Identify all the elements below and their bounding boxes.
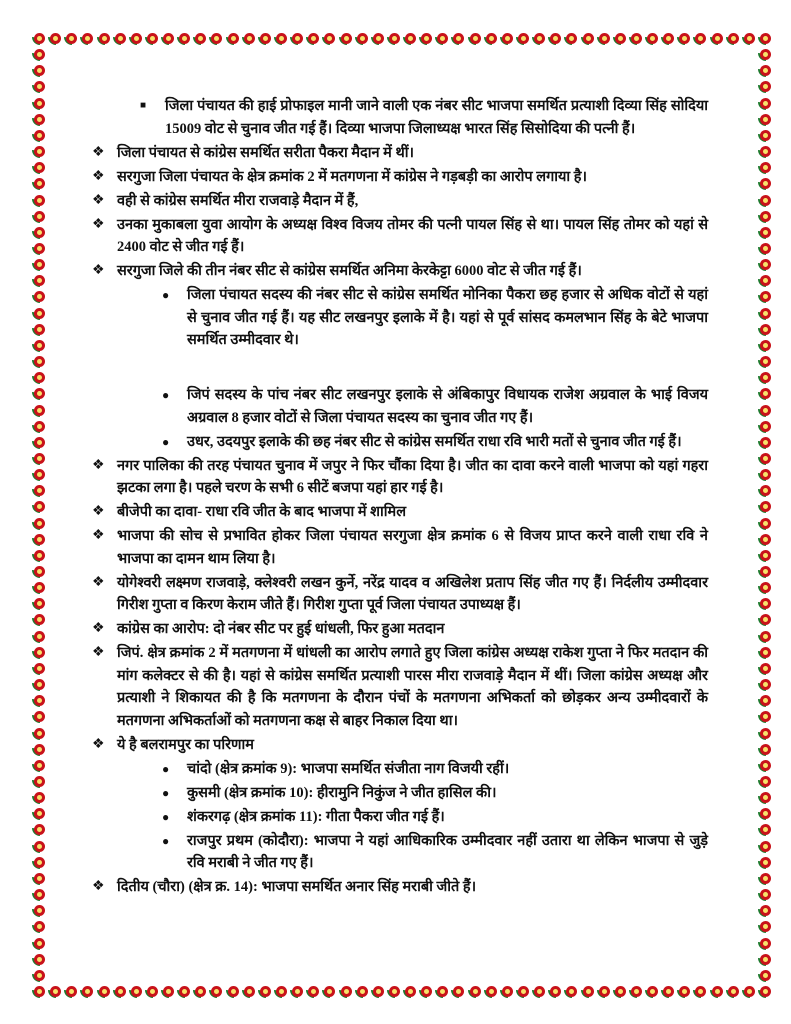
list-item <box>90 95 708 140</box>
list-item <box>90 455 708 500</box>
list-item <box>90 431 708 454</box>
flower-icon <box>32 371 45 384</box>
flower-icon <box>758 807 771 820</box>
flower-icon <box>726 985 739 998</box>
flower-icon <box>758 969 771 982</box>
circle-bullet-icon: ● <box>162 833 170 848</box>
flower-icon <box>129 32 142 45</box>
flower-icon <box>306 985 319 998</box>
list-item-text: जिपं. क्षेत्र क्रमांक 2 में मतगणना में धांधली का आरोप लगाते हुए जिला कांग्रेस अध्यक्ष राकेश गुप्ता ने फिर मतदान की मांग कलेक्टर से की है। यहां से कांग्रेस समर्थित प्रत्याशी पारस मीरा राजवाड़े मैदान में थीं। जिला कांग्रेस अध्यक्ष और प्रत्याशी ने शिकायत की है कि मतगणना के दौरान पंचों के मतगणना अभिकर्ता को छोड़कर अन्य उम्मीदवारों के मतगणना अभिकर्ताओं को मतगणना कक्ष से बाहर निकाल दिया था। <box>117 645 708 729</box>
flower-icon <box>710 985 723 998</box>
flower-icon <box>468 32 481 45</box>
flower-icon <box>758 420 771 433</box>
flower-icon <box>32 97 45 110</box>
diamond-bullet-icon: ❖ <box>92 528 105 543</box>
flower-icon <box>758 210 771 223</box>
flower-icon <box>387 32 400 45</box>
flower-icon <box>258 32 271 45</box>
flower-icon <box>32 953 45 966</box>
flower-icon <box>32 258 45 271</box>
flower-icon <box>758 597 771 610</box>
flower-icon <box>32 242 45 255</box>
flower-icon <box>661 985 674 998</box>
flower-icon <box>758 48 771 61</box>
diamond-bullet-icon: ❖ <box>92 736 105 752</box>
flower-icon <box>468 985 481 998</box>
flower-icon <box>758 113 771 126</box>
flower-icon <box>693 985 706 998</box>
flower-icon <box>758 387 771 400</box>
flower-icon <box>500 985 513 998</box>
flower-icon <box>32 969 45 982</box>
list-item-text: उनका मुकाबला युवा आयोग के अध्यक्ष विश्व विजय तोमर की पत्नी पायल सिंह से था। पायल सिंह तोमर को यहां से 2400 वोट से जीत गई हैं। <box>117 216 708 255</box>
flower-icon <box>758 646 771 659</box>
flower-icon <box>97 32 110 45</box>
flower-icon <box>403 985 416 998</box>
flower-icon <box>532 32 545 45</box>
list-item <box>90 284 708 352</box>
flower-icon <box>32 129 45 142</box>
flower-icon <box>32 791 45 804</box>
list-item <box>90 142 708 165</box>
flower-icon <box>32 727 45 740</box>
flower-icon <box>32 420 45 433</box>
flower-icon <box>645 32 658 45</box>
flower-icon <box>145 32 158 45</box>
flower-icon <box>32 387 45 400</box>
flower-icon <box>581 32 594 45</box>
flower-icon <box>32 210 45 223</box>
flower-icon <box>435 985 448 998</box>
flower-icon <box>484 985 497 998</box>
flower-icon <box>629 32 642 45</box>
flower-icon <box>32 662 45 675</box>
list-item <box>90 782 708 805</box>
list-item-text: कुसमी (क्षेत्र क्रमांक 10): हीरामुनि निकुंज ने जीत हासिल की। <box>187 784 497 801</box>
flower-icon <box>758 678 771 691</box>
flower-icon <box>758 274 771 287</box>
flower-icon <box>32 872 45 885</box>
flower-icon <box>693 32 706 45</box>
diamond-bullet-icon: ❖ <box>92 216 105 232</box>
flower-icon <box>758 436 771 449</box>
flower-icon <box>32 355 45 368</box>
diamond-bullet-icon: ❖ <box>92 879 105 894</box>
flower-icon <box>661 32 674 45</box>
flower-icon <box>274 32 287 45</box>
flower-icon <box>758 904 771 917</box>
list-item-text: जिला पंचायत सदस्य की नंबर सीट से कांग्रेस समर्थित मोनिका पैकरा छह हजार से अधिक वोटों से यहां से चुनाव जीत गई हैं। यह सीट लखनपुर इलाके में है। यहां से पूर्व सांसद कमलभान सिंह के बेटे भाजपा समर्थित उम्मीदवार थे। <box>187 287 708 348</box>
flower-icon <box>145 985 158 998</box>
flower-icon <box>32 581 45 594</box>
list-item-text: जिला पंचायत की हाई प्रोफाइल मानी जाने वाली एक नंबर सीट भाजपा समर्थित प्रत्याशी दिव्या सिंह सोदिया 15009 वोट से चुनाव जीत गई हैं। दिव्या भाजपा जिलाध्यक्ष भारत सिंह सिसोदिया की पत्नी हैं। <box>165 98 708 137</box>
flower-icon <box>32 759 45 772</box>
flower-icon <box>209 985 222 998</box>
circle-bullet-icon: ● <box>162 761 170 776</box>
list-item <box>90 830 708 875</box>
flower-icon <box>758 290 771 303</box>
list-item <box>90 734 708 757</box>
list-item <box>90 166 708 189</box>
diamond-bullet-icon: ❖ <box>92 621 105 636</box>
flower-icon <box>435 32 448 45</box>
flower-icon <box>64 32 77 45</box>
diamond-bullet-icon: ❖ <box>92 645 105 660</box>
flower-icon <box>758 630 771 643</box>
flower-icon <box>32 484 45 497</box>
flower-icon <box>403 32 416 45</box>
list-item <box>90 501 708 524</box>
flower-icon <box>710 32 723 45</box>
flower-icon <box>758 307 771 320</box>
list-item-text: दितीय (चौरा) (क्षेत्र क्र. 14): भाजपा समर्थित अनार सिंह मराबी जीते हैं। <box>117 879 477 895</box>
flower-icon <box>32 888 45 901</box>
list-item <box>90 876 708 899</box>
flower-icon <box>32 48 45 61</box>
list-item <box>90 260 708 283</box>
flower-icon <box>564 32 577 45</box>
list-item <box>90 525 708 570</box>
flower-icon <box>32 307 45 320</box>
flower-icon <box>758 727 771 740</box>
flower-icon <box>758 856 771 869</box>
flower-icon <box>758 97 771 110</box>
flower-icon <box>758 565 771 578</box>
flower-icon <box>758 242 771 255</box>
flower-icon <box>645 985 658 998</box>
flower-icon <box>548 985 561 998</box>
circle-bullet-icon: ● <box>162 434 170 449</box>
flower-icon <box>613 32 626 45</box>
square-bullet-icon: ■ <box>140 100 147 111</box>
flower-icon <box>32 856 45 869</box>
flower-icon <box>226 32 239 45</box>
flower-icon <box>548 32 561 45</box>
flower-icon <box>758 500 771 513</box>
flower-icon <box>32 646 45 659</box>
diamond-bullet-icon: ❖ <box>92 457 105 473</box>
flower-icon <box>597 32 610 45</box>
flower-icon <box>32 80 45 93</box>
flower-icon <box>32 565 45 578</box>
flower-icon <box>758 323 771 336</box>
flower-icon <box>613 985 626 998</box>
list-item-text: जिपं सदस्य के पांच नंबर सीट लखनपुर इलाके से अंबिकापुर विधायक राजेश अग्रवाल के भाई विजय अग्रवाल 8 हजार वोटों से जिला पंचायत सदस्य का चुनाव जीत गए हैं। <box>187 387 708 426</box>
flower-icon <box>32 920 45 933</box>
flower-icon <box>161 985 174 998</box>
flower-icon <box>500 32 513 45</box>
flower-icon <box>758 226 771 239</box>
flower-icon <box>32 743 45 756</box>
flower-icon <box>32 613 45 626</box>
list-item <box>90 618 708 641</box>
flower-icon <box>32 500 45 513</box>
diamond-bullet-icon: ❖ <box>92 263 105 278</box>
flower-icon <box>758 823 771 836</box>
flower-icon <box>32 64 45 77</box>
list-item-text: नगर पालिका की तरह पंचायत चुनाव में जपुर ने फिर चौंका दिया है। जीत का दावा करने वाली भाजपा को यहां गहरा झटका लगा है। पहले चरण के सभी 6 सीटें बजपा यहां हार गई है। <box>117 457 708 496</box>
list-item-text: ये है बलरामपुर का परिणाम <box>117 736 254 753</box>
circle-bullet-icon: ● <box>162 785 170 800</box>
flower-icon <box>32 678 45 691</box>
flower-icon <box>32 597 45 610</box>
flower-icon <box>419 985 432 998</box>
diamond-bullet-icon: ❖ <box>92 574 105 590</box>
flower-icon <box>516 32 529 45</box>
flower-icon <box>32 840 45 853</box>
flower-icon <box>758 759 771 772</box>
flower-icon <box>758 710 771 723</box>
flower-icon <box>581 985 594 998</box>
flower-icon <box>290 32 303 45</box>
flower-icon <box>758 64 771 77</box>
flower-icon <box>758 355 771 368</box>
flower-icon <box>226 985 239 998</box>
spacer <box>90 353 708 384</box>
flower-icon <box>758 581 771 594</box>
flower-icon <box>742 32 755 45</box>
list-item <box>90 384 708 429</box>
diamond-bullet-icon: ❖ <box>92 504 105 519</box>
flower-icon <box>419 32 432 45</box>
flower-icon <box>306 32 319 45</box>
flower-icon <box>32 32 45 45</box>
flower-icon <box>258 985 271 998</box>
flower-icon <box>758 613 771 626</box>
flower-icon <box>758 145 771 158</box>
list-item <box>90 806 708 829</box>
flower-icon <box>758 339 771 352</box>
list-item-text: जिला पंचायत से कांग्रेस समर्थित सरीता पैकरा मैदान में थीं। <box>117 144 414 161</box>
flower-icon <box>355 985 368 998</box>
list-item-text: भाजपा की सोच से प्रभावित होकर जिला पंचायत सरगुजा क्षेत्र क्रमांक 6 से विजय प्राप्त करने वाली राधा रवि ने भाजपा का दामन थाम लिया है। <box>117 528 708 567</box>
list-item-text: वही से कांग्रेस समर्थित मीरा राजवाड़े मैदान में हैं, <box>117 192 359 209</box>
flower-icon <box>758 920 771 933</box>
flower-icon <box>64 985 77 998</box>
list-item-text: राजपुर प्रथम (कोदौरा): भाजपा ने यहां आधिकारिक उम्मीदवार नहीं उतारा था लेकिन भाजपा से जुड़े रवि मराबी ने जीत गए हैं। <box>187 832 708 871</box>
flower-icon <box>758 129 771 142</box>
flower-icon <box>758 194 771 207</box>
flower-icon <box>32 533 45 546</box>
flower-icon <box>242 985 255 998</box>
list-item-text: शंकरगढ़ (क्षेत्र क्रमांक 11): गीता पैकरा जीत गई हैं। <box>187 808 445 825</box>
flower-icon <box>758 953 771 966</box>
diamond-bullet-icon: ❖ <box>92 144 105 160</box>
list-item <box>90 214 708 259</box>
flower-icon <box>32 517 45 530</box>
flower-icon <box>451 985 464 998</box>
flower-icon <box>758 258 771 271</box>
flower-icon <box>339 32 352 45</box>
flower-icon <box>32 274 45 287</box>
flower-icon <box>32 775 45 788</box>
flower-icon <box>677 985 690 998</box>
flower-icon <box>532 985 545 998</box>
flower-icon <box>274 985 287 998</box>
flower-icon <box>32 823 45 836</box>
list-item-text: उधर, उदयपुर इलाके की छह नंबर सीट से कांग्रेस समर्थित राधा रवि भारी मतों से चुनाव जीत गई हैं। <box>187 433 682 450</box>
document-body <box>90 95 708 900</box>
flower-icon <box>32 339 45 352</box>
diamond-bullet-icon: ❖ <box>92 192 105 208</box>
flower-icon <box>80 32 93 45</box>
flower-icon <box>758 404 771 417</box>
flower-icon <box>32 985 45 998</box>
flower-icon <box>758 937 771 950</box>
flower-icon <box>177 985 190 998</box>
flower-icon <box>290 985 303 998</box>
flower-icon <box>129 985 142 998</box>
flower-icon <box>32 145 45 158</box>
list-item <box>90 758 708 781</box>
flower-icon <box>451 32 464 45</box>
flower-icon <box>371 32 384 45</box>
flower-icon <box>32 194 45 207</box>
circle-bullet-icon: ● <box>162 288 170 302</box>
flower-icon <box>48 985 61 998</box>
flower-icon <box>758 177 771 190</box>
flower-icon <box>32 161 45 174</box>
list-item-text: बीजेपी का दावा- राधा रवि जीत के बाद भाजपा में शामिल <box>117 504 407 520</box>
flower-icon <box>516 985 529 998</box>
list-item <box>90 190 708 213</box>
list-item-text: सरगुजा जिला पंचायत के क्षेत्र क्रमांक 2 में मतगणना में कांग्रेस ने गड़बड़ी का आरोप लगाया है। <box>117 168 587 185</box>
flower-icon <box>48 32 61 45</box>
flower-icon <box>758 161 771 174</box>
flower-icon <box>758 371 771 384</box>
flower-icon <box>387 985 400 998</box>
flower-icon <box>758 840 771 853</box>
flower-icon <box>758 517 771 530</box>
flower-icon <box>177 32 190 45</box>
flower-icon <box>32 452 45 465</box>
diamond-bullet-icon: ❖ <box>92 168 105 184</box>
flower-icon <box>32 468 45 481</box>
flower-icon <box>80 985 93 998</box>
flower-icon <box>32 436 45 449</box>
list-item-text: सरगुजा जिले की तीन नंबर सीट से कांग्रेस समर्थित अनिमा केरकेट्टा 6000 वोट से जीत गई हैं। <box>117 263 582 279</box>
flower-icon <box>758 694 771 707</box>
flower-icon <box>113 32 126 45</box>
flower-icon <box>32 177 45 190</box>
flower-icon <box>242 32 255 45</box>
list-item <box>90 642 708 732</box>
flower-icon <box>209 32 222 45</box>
flower-icon <box>32 226 45 239</box>
flower-icon <box>742 985 755 998</box>
list-item <box>90 572 708 617</box>
flower-icon <box>758 888 771 901</box>
flower-icon <box>322 985 335 998</box>
flower-icon <box>113 985 126 998</box>
flower-icon <box>193 32 206 45</box>
list-item-text: कांग्रेस का आरोप: दो नंबर सीट पर हुई धांधली, फिर हुआ मतदान <box>117 621 445 637</box>
flower-icon <box>371 985 384 998</box>
flower-icon <box>32 290 45 303</box>
flower-icon <box>97 985 110 998</box>
flower-icon <box>758 484 771 497</box>
flower-icon <box>32 630 45 643</box>
flower-icon <box>322 32 335 45</box>
flower-icon <box>758 533 771 546</box>
flower-icon <box>758 985 771 998</box>
flower-icon <box>758 662 771 675</box>
flower-icon <box>564 985 577 998</box>
flower-icon <box>758 791 771 804</box>
flower-icon <box>161 32 174 45</box>
flower-icon <box>32 404 45 417</box>
flower-icon <box>32 694 45 707</box>
flower-icon <box>726 32 739 45</box>
flower-icon <box>758 775 771 788</box>
flower-icon <box>758 468 771 481</box>
list-item-text: चांदो (क्षेत्र क्रमांक 9): भाजपा समर्थित संजीता नाग विजयी रहीं। <box>187 760 510 777</box>
flower-icon <box>32 807 45 820</box>
flower-icon <box>758 80 771 93</box>
flower-icon <box>32 904 45 917</box>
flower-icon <box>193 985 206 998</box>
flower-icon <box>32 937 45 950</box>
flower-icon <box>32 323 45 336</box>
flower-icon <box>355 32 368 45</box>
flower-icon <box>677 32 690 45</box>
flower-icon <box>32 113 45 126</box>
circle-bullet-icon: ● <box>162 809 170 824</box>
circle-bullet-icon: ● <box>162 388 170 402</box>
flower-icon <box>758 32 771 45</box>
flower-icon <box>32 710 45 723</box>
flower-icon <box>758 872 771 885</box>
flower-icon <box>758 743 771 756</box>
flower-icon <box>758 549 771 562</box>
list-item-text: योगेश्वरी लक्ष्मण राजवाड़े, क्लेश्वरी लखन कुर्ने, नरेंद्र यादव व अखिलेश प्रताप सिंह जीत गए हैं। निर्दलीय उम्मीदवार गिरीश गुप्ता व किरण केराम जीते हैं। गिरीश गुप्ता पूर्व जिला पंचायत उपाध्यक्ष हैं। <box>117 574 708 613</box>
flower-icon <box>484 32 497 45</box>
flower-icon <box>758 452 771 465</box>
flower-icon <box>597 985 610 998</box>
flower-icon <box>339 985 352 998</box>
flower-icon <box>32 549 45 562</box>
flower-icon <box>629 985 642 998</box>
